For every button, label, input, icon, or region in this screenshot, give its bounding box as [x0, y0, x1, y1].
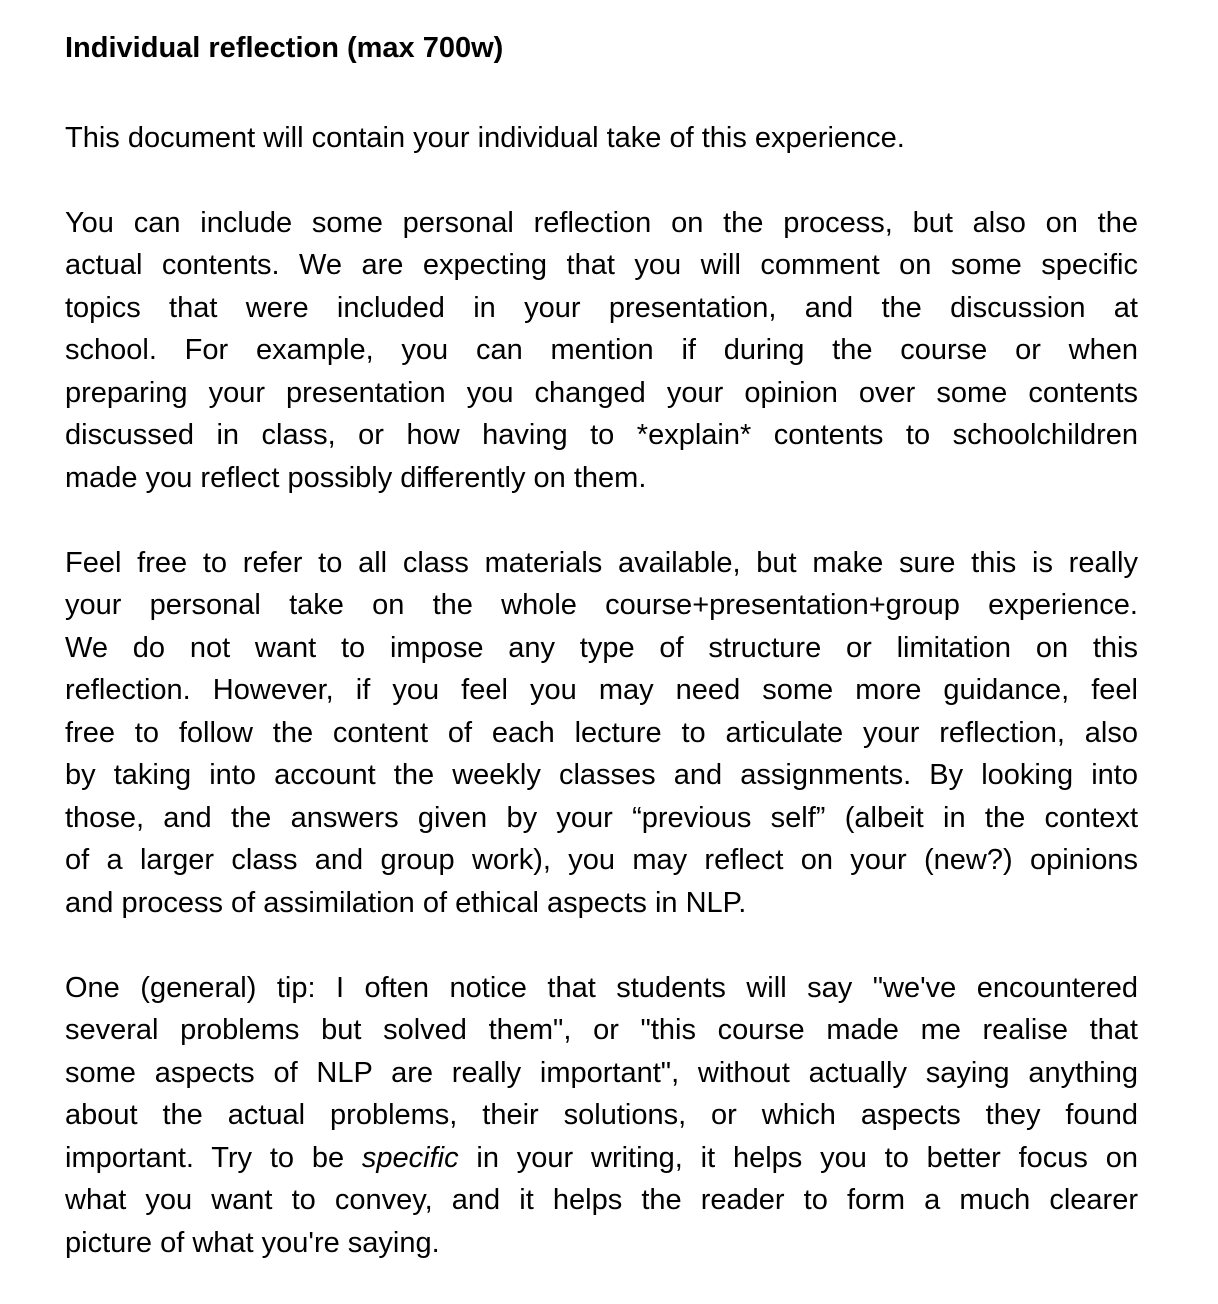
text-line: free to follow the content of each lecture to articulate your reflection, also	[65, 716, 1138, 749]
text-line: school. For example, you can mention if during the course or when	[65, 334, 1138, 366]
paragraph	[65, 967, 1138, 1265]
text-line: your personal take on the whole course+presentation+group experience.	[65, 589, 1138, 621]
text-line: some aspects of NLP are really important", without actually saying anything	[65, 1056, 1138, 1089]
text-line: picture of what you're saying.	[65, 1226, 440, 1259]
text-line: You can include some personal reflection on the process, but also on the	[65, 206, 1138, 239]
text-line: preparing your presentation you changed your opinion over some contents	[65, 376, 1138, 409]
text-line: several problems but solved them", or "this course made me realise that	[65, 1014, 1138, 1046]
paragraph	[65, 542, 1138, 925]
text-line: important. Try to be specific in your writing, it helps you to better focus on	[65, 1141, 1138, 1174]
text-line: actual contents. We are expecting that you will comment on some specific	[65, 249, 1138, 281]
text-line: those, and the answers given by your “previous self” (albeit in the context	[65, 801, 1138, 834]
text-line: made you reflect possibly differently on them.	[65, 461, 647, 494]
document-body	[65, 117, 1138, 1265]
text-line: One (general) tip: I often notice that students will say "we've encountered	[65, 971, 1138, 1004]
italic-text: specific	[361, 1141, 459, 1174]
text-line: discussed in class, or how having to *explain* contents to schoolchildren	[65, 419, 1138, 451]
paragraph	[65, 202, 1138, 500]
text-line: of a larger class and group work), you may reflect on your (new?) opinions	[65, 844, 1138, 876]
text-line: Feel free to refer to all class materials available, but make sure this is really	[65, 546, 1138, 579]
text-line: about the actual problems, their solutions, or which aspects they found	[65, 1099, 1138, 1131]
text-line: by taking into account the weekly classes and assignments. By looking into	[65, 759, 1138, 791]
document-title: Individual reflection (max 700w)	[65, 32, 504, 64]
text-line: reflection. However, if you feel you may need some more guidance, feel	[65, 674, 1138, 706]
text-line: We do not want to impose any type of structure or limitation on this	[65, 631, 1138, 664]
text-line: and process of assimilation of ethical aspects in NLP.	[65, 886, 747, 919]
text-line: topics that were included in your presentation, and the discussion at	[65, 291, 1138, 324]
paragraph	[65, 117, 1138, 160]
text-line: This document will contain your individual take of this experience.	[65, 121, 905, 154]
text-line: what you want to convey, and it helps the reader to form a much clearer	[65, 1184, 1138, 1216]
